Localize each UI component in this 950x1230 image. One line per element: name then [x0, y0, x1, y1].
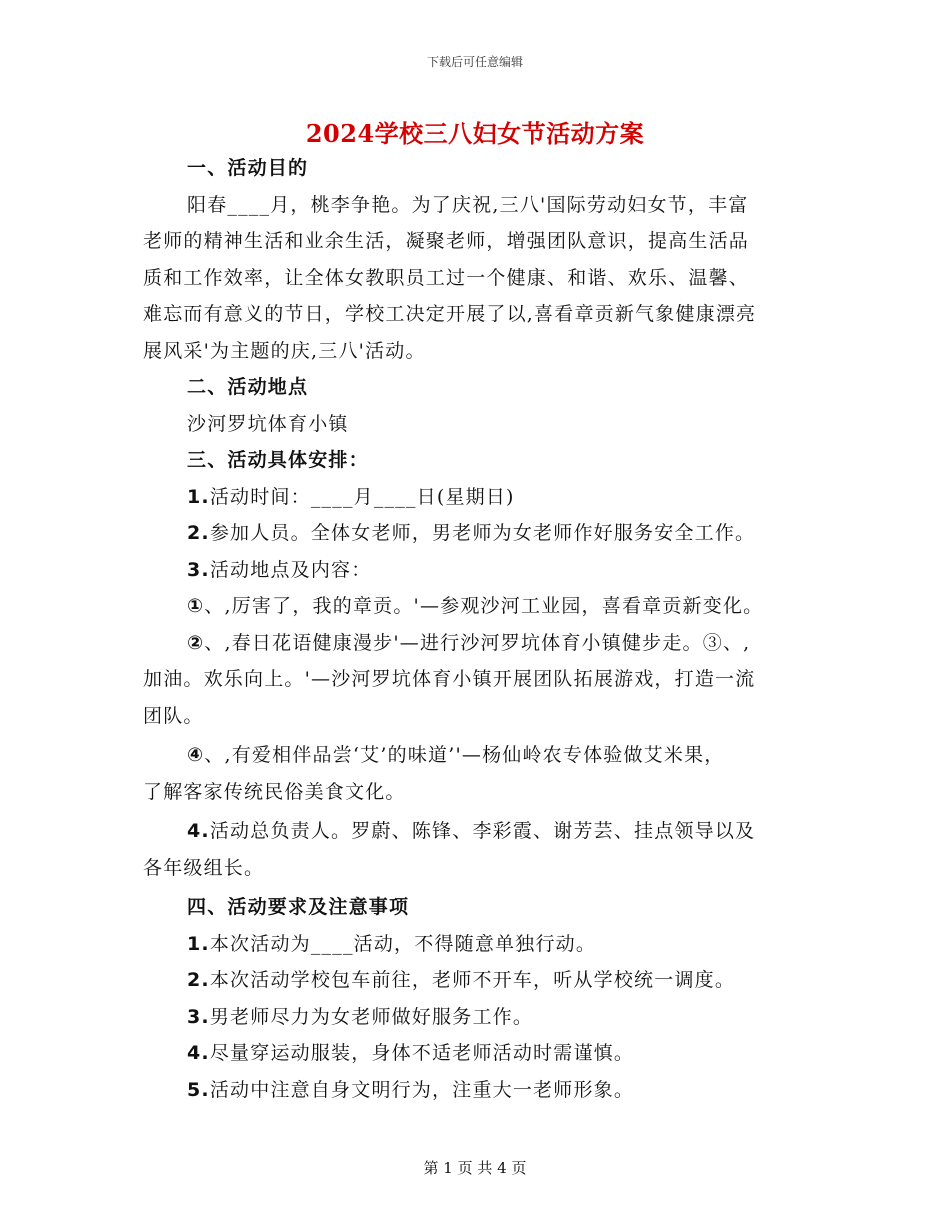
- sub-list-item: ①、,厉害了，我的章贡。'—参观沙河工业园，喜看章贡新变化。: [187, 595, 764, 617]
- document-title: 2024学校三八妇女节活动方案: [305, 119, 645, 148]
- location-text: 沙河罗坑体育小镇: [187, 412, 349, 435]
- page-footer: 第 1 页 共 4 页: [423, 1159, 527, 1177]
- sub-list-item: ②、,春日花语健康漫步'—进行沙河罗坑体育小镇健步走。③、,: [187, 631, 751, 654]
- section-heading-requirements: 四、活动要求及注意事项: [187, 896, 410, 918]
- page-header: 下载后可任意编辑: [426, 55, 523, 69]
- paragraph-line: 加油。欢乐向上。'—沙河罗坑体育小镇开展团队拓展游戏，打造一流: [143, 668, 756, 690]
- list-item: 1.活动时间：____月____日(星期日): [187, 485, 515, 508]
- section-heading-location: 二、活动地点: [187, 376, 309, 398]
- paragraph-line: 各年级组长。: [143, 856, 265, 879]
- document-body: [143, 150, 808, 1108]
- list-item: 4.活动总负责人。罗蔚、陈锋、李彩霞、谢芳芸、挂点领导以及: [187, 820, 756, 842]
- list-item: 1.本次活动为____活动，不得随意单独行动。: [187, 932, 597, 955]
- paragraph-line: 难忘而有意义的节日，学校工决定开展了以,喜看章贡新气象健康漂亮: [143, 303, 757, 325]
- section-heading-purpose: 一、活动目的: [187, 157, 309, 179]
- section-heading-arrangement: 三、活动具体安排：: [187, 449, 369, 471]
- list-item: 2.本次活动学校包车前往，老师不开车，听从学校统一调度。: [187, 969, 736, 991]
- list-item: 3.活动地点及内容：: [187, 558, 372, 581]
- paragraph-line: 团队。: [143, 704, 204, 727]
- list-item: 3.男老师尽力为女老师做好服务工作。: [187, 1005, 534, 1028]
- paragraph-line: 了解客家传统民俗美食文化。: [143, 780, 406, 803]
- sub-list-item: ④、,有爱相伴品尝‘艾’的味道’'—杨仙岭农专体验做艾米果，: [187, 744, 725, 766]
- paragraph-line: 质和工作效率，让全体女教职员工过一个健康、和谐、欢乐、温馨、: [143, 266, 750, 289]
- paragraph-line: 老师的精神生活和业余生活，凝聚老师，增强团队意识，提高生活品: [143, 230, 750, 252]
- list-item: 2.参加人员。全体女老师，男老师为女老师作好服务安全工作。: [187, 522, 756, 544]
- paragraph-line: 阳春____月，桃李争艳。为了庆祝,三八'国际劳动妇女节，丰富: [187, 193, 749, 216]
- paragraph-line: 展风采'为主题的庆,三八'活动。: [143, 339, 426, 362]
- list-item: 5.活动中注意自身文明行为，注重大一老师形象。: [187, 1078, 635, 1101]
- list-item: 4.尽量穿运动服装，身体不适老师活动时需谨慎。: [187, 1042, 635, 1064]
